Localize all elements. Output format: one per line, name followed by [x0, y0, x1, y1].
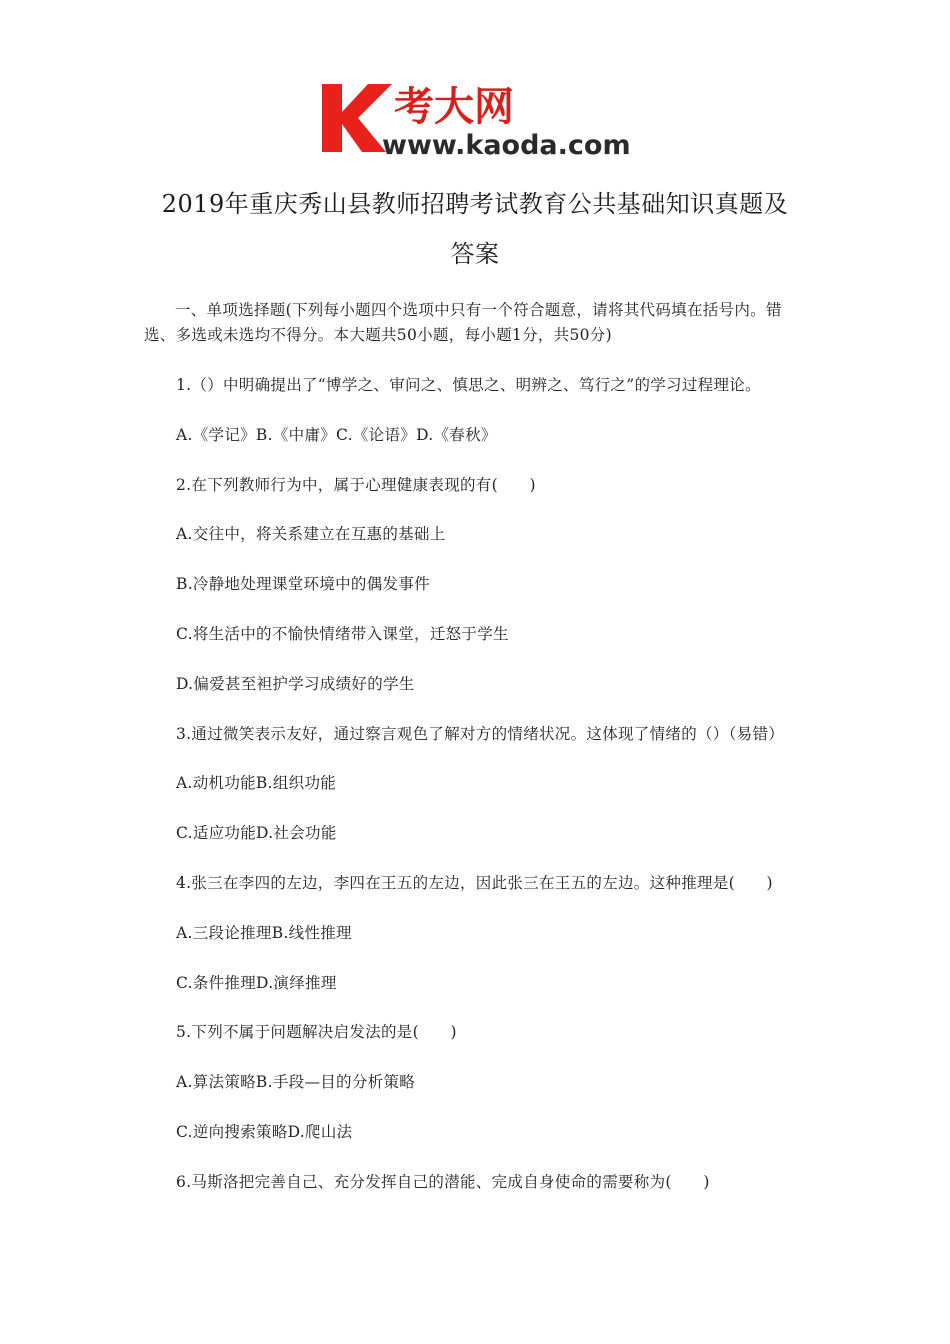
page-title: 2019年重庆秀山县教师招聘考试教育公共基础知识真题及	[161, 190, 789, 218]
question-text: 1.（）中明确提出了“博学之、审问之、慎思之、明辨之、笃行之”的学习过程理论。	[176, 376, 761, 394]
answer-options: D.偏爱甚至袒护学习成绩好的学生	[176, 674, 415, 693]
answer-options: A.《学记》B.《中庸》C.《论语》D.《春秋》	[176, 425, 497, 444]
answer-options: A.算法策略B.手段—目的分析策略	[176, 1073, 416, 1092]
question-text: 3.通过微笑表示友好，通过察言观色了解对方的情绪状况。这体现了情绪的（）（易错）	[176, 724, 785, 743]
brand-text: 考大网	[394, 84, 514, 130]
answer-options: C.将生活中的不愉快情绪带入课堂，迁怒于学生	[176, 625, 509, 643]
answer-options: C.逆向搜索策略D.爬山法	[176, 1123, 353, 1141]
url-text: www.kaoda.com	[382, 130, 631, 160]
question-text: 6.马斯洛把完善自己、充分发挥自己的潜能、完成自身使命的需要称为( )	[176, 1172, 710, 1191]
kaoda-logo	[316, 78, 646, 160]
page-title-continued: 答案	[450, 240, 500, 268]
question-text: 2.在下列教师行为中，属于心理健康表现的有( )	[176, 475, 536, 494]
section-intro: 一、单项选择题(下列每小题四个选项中只有一个符合题意，请将其代码填在括号内。错选、多选或未选均不得分。本大题共50小题，每小题1分，共50分)	[144, 301, 782, 344]
answer-options: C.条件推理D.演绎推理	[176, 973, 337, 992]
answer-options: C.适应功能D.社会功能	[176, 824, 337, 843]
answer-options: B.冷静地处理课堂环境中的偶发事件	[176, 575, 430, 594]
kaoda-logo-mark	[316, 78, 646, 160]
answer-options: A.三段论推理B.线性推理	[176, 923, 352, 942]
answer-options: A.动机功能B.组织功能	[176, 774, 337, 793]
question-text: 5.下列不属于问题解决启发法的是( )	[176, 1023, 457, 1042]
answer-options: A.交往中，将关系建立在互惠的基础上	[176, 525, 446, 544]
question-text: 4.张三在李四的左边，李四在王五的左边，因此张三在王五的左边。这种推理是( )	[176, 874, 773, 892]
